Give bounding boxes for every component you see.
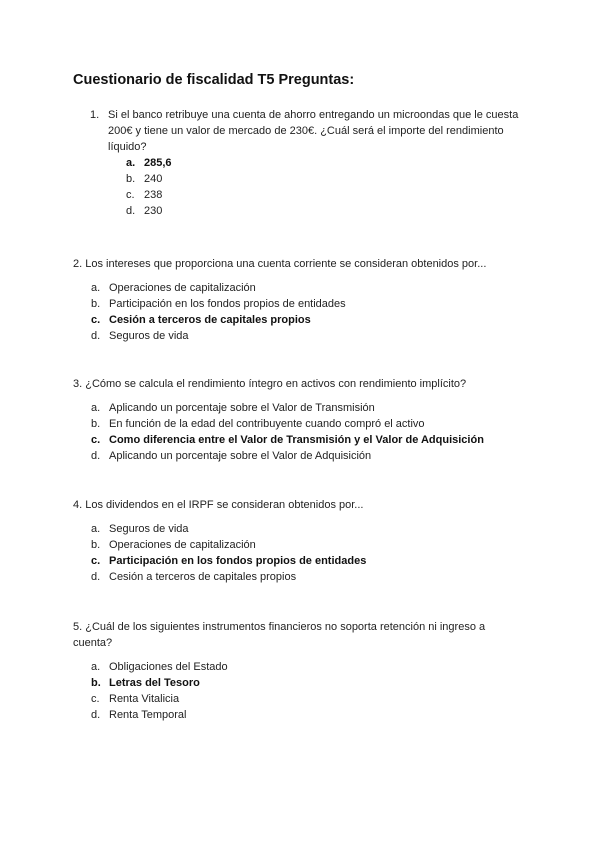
answer-option xyxy=(91,448,513,464)
question-text: 5. ¿Cuál de los siguientes instrumentos financieros no soporta retención ni ingreso a cuenta? xyxy=(73,621,486,649)
question-5 xyxy=(73,619,513,723)
answer-option xyxy=(91,296,513,312)
answer-options xyxy=(126,155,530,219)
option-letter: b. xyxy=(91,298,101,310)
question-text: Si el banco retribuye una cuenta de ahorro entregando un microondas que le cuesta 200€ y tiene un valor de mercado de 230€. ¿Cuál será el importe del rendimiento líquido? xyxy=(108,109,519,153)
answer-option xyxy=(91,312,513,328)
question-number: 1. xyxy=(90,109,100,121)
option-letter: d. xyxy=(126,205,136,217)
option-letter: b. xyxy=(126,173,136,185)
answer-option xyxy=(91,537,513,553)
option-letter: a. xyxy=(126,157,136,169)
answer-option xyxy=(126,171,530,187)
answer-option xyxy=(91,280,513,296)
question-text: 2. Los intereses que proporciona una cuenta corriente se consideran obtenidos por... xyxy=(73,258,487,270)
option-text: Participación en los fondos propios de entidades xyxy=(109,298,346,310)
answer-option xyxy=(91,432,513,448)
option-text: En función de la edad del contribuyente cuando compró el activo xyxy=(109,418,425,430)
answer-option xyxy=(126,187,530,203)
option-text: 285,6 xyxy=(144,157,172,169)
answer-option xyxy=(91,675,513,691)
question-1 xyxy=(90,107,530,219)
option-text: 230 xyxy=(144,205,163,217)
option-letter: d. xyxy=(91,709,101,721)
answer-option xyxy=(126,155,530,171)
option-letter: c. xyxy=(91,314,101,326)
answer-option xyxy=(91,659,513,675)
option-letter: c. xyxy=(126,189,135,201)
answer-option xyxy=(91,400,513,416)
option-letter: c. xyxy=(91,693,100,705)
question-text: 3. ¿Cómo se calcula el rendimiento íntegro en activos con rendimiento implícito? xyxy=(73,378,467,390)
question-text: 4. Los dividendos en el IRPF se consideran obtenidos por... xyxy=(73,499,364,511)
option-letter: c. xyxy=(91,434,101,446)
option-text: Cesión a terceros de capitales propios xyxy=(109,571,297,583)
option-letter: a. xyxy=(91,282,101,294)
page-title: Cuestionario de fiscalidad T5 Preguntas: xyxy=(73,72,355,88)
option-text: Obligaciones del Estado xyxy=(109,661,228,673)
option-text: Aplicando un porcentaje sobre el Valor de Transmisión xyxy=(109,402,375,414)
answer-option xyxy=(126,203,530,219)
option-text: Seguros de vida xyxy=(109,523,189,535)
answer-option xyxy=(91,416,513,432)
option-letter: b. xyxy=(91,677,101,689)
question-3 xyxy=(73,376,513,464)
answer-option xyxy=(91,691,513,707)
answer-options xyxy=(91,521,513,585)
answer-options xyxy=(91,400,513,464)
option-text: Renta Temporal xyxy=(109,709,187,721)
option-text: Renta Vitalicia xyxy=(109,693,180,705)
question-2 xyxy=(73,256,513,344)
option-text: Aplicando un porcentaje sobre el Valor de Adquisición xyxy=(109,450,372,462)
option-text: Operaciones de capitalización xyxy=(109,282,256,294)
answer-options xyxy=(91,280,513,344)
option-text: Cesión a terceros de capitales propios xyxy=(109,314,311,326)
answer-option xyxy=(91,328,513,344)
option-text: Letras del Tesoro xyxy=(109,677,200,689)
answer-options xyxy=(91,659,513,723)
option-letter: a. xyxy=(91,402,101,414)
option-letter: a. xyxy=(91,523,101,535)
option-text: Seguros de vida xyxy=(109,330,189,342)
option-letter: d. xyxy=(91,571,101,583)
option-letter: d. xyxy=(91,450,101,462)
option-letter: b. xyxy=(91,418,101,430)
option-text: Participación en los fondos propios de entidades xyxy=(109,555,367,567)
option-letter: a. xyxy=(91,661,101,673)
answer-option xyxy=(91,553,513,569)
option-text: 238 xyxy=(144,189,163,201)
option-letter: b. xyxy=(91,539,101,551)
answer-option xyxy=(91,521,513,537)
answer-option xyxy=(91,707,513,723)
option-text: Como diferencia entre el Valor de Transmisión y el Valor de Adquisición xyxy=(109,434,484,446)
answer-option xyxy=(91,569,513,585)
option-text: 240 xyxy=(144,173,163,185)
question-4 xyxy=(73,497,513,585)
option-letter: c. xyxy=(91,555,101,567)
option-text: Operaciones de capitalización xyxy=(109,539,256,551)
option-letter: d. xyxy=(91,330,101,342)
